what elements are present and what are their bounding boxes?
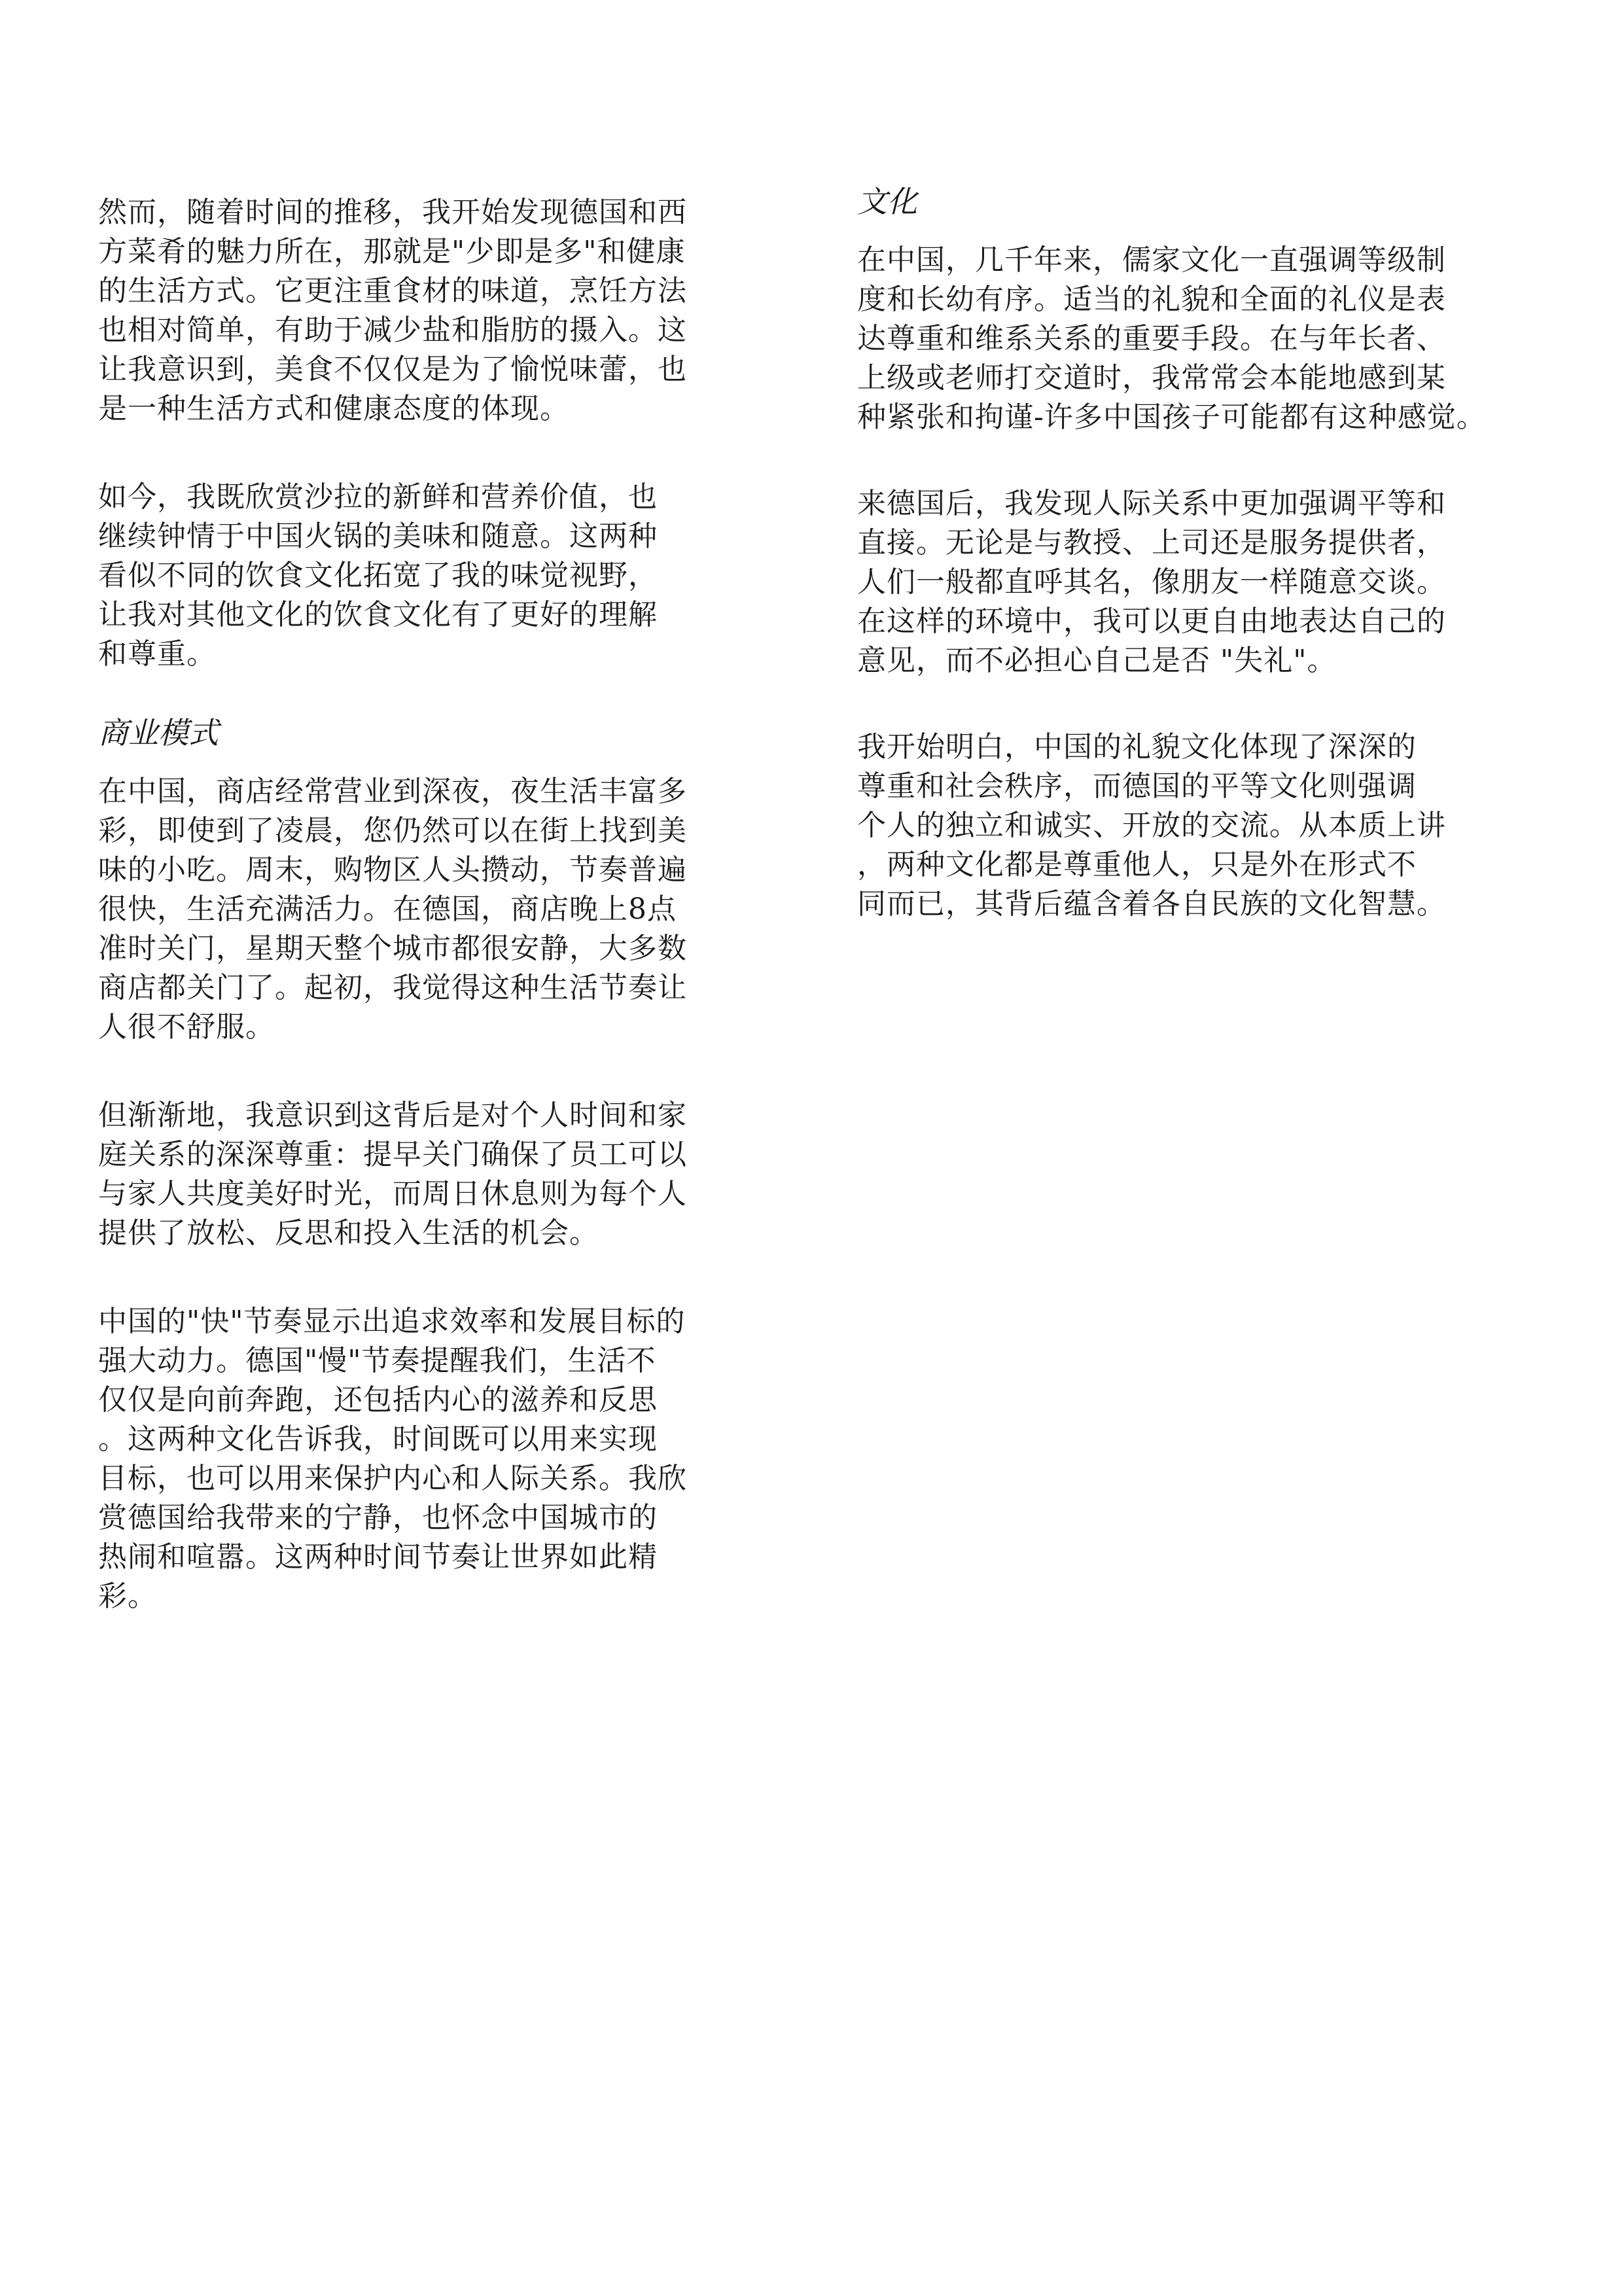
text-line: 方菜肴的魅力所在，那就是"少即是多"和健康 bbox=[98, 235, 686, 268]
text-line: 同而已，其背后蕴含着各自民族的文化智慧。 bbox=[857, 887, 1446, 921]
text-line: 仅仅是向前奔跑，还包括内心的滋养和反思 bbox=[98, 1383, 658, 1417]
text-line: 强大动力。德国"慢"节奏提醒我们，生活不 bbox=[98, 1344, 656, 1377]
text-line: 让我对其他文化的饮食文化有了更好的理解 bbox=[98, 598, 658, 631]
text-line: 如今，我既欣赏沙拉的新鲜和营养价值，也 bbox=[98, 480, 658, 514]
text-line: 看似不同的饮食文化拓宽了我的味觉视野， bbox=[98, 559, 658, 592]
text-line: 度和长幼有序。适当的礼貌和全面的礼仪是表 bbox=[857, 283, 1446, 316]
section-heading-culture: 文化 bbox=[857, 184, 917, 219]
text-line: 但渐渐地，我意识到这背后是对个人时间和家 bbox=[98, 1099, 687, 1132]
text-line: 个人的独立和诚实、开放的交流。从本质上讲 bbox=[857, 809, 1446, 842]
section-heading-business: 商业模式 bbox=[98, 715, 219, 751]
text-line: 彩。 bbox=[98, 1580, 157, 1613]
text-line: 与家人共度美好时光，而周日休息则为每个人 bbox=[98, 1177, 687, 1210]
text-line: 庭关系的深深尊重：提早关门确保了员工可以 bbox=[98, 1138, 687, 1171]
text-line: 热闹和喧嚣。这两种时间节奏让世界如此精 bbox=[98, 1540, 658, 1574]
text-line: 种紧张和拘谨-许多中国孩子可能都有这种感觉。 bbox=[857, 400, 1486, 434]
text-line: 在中国，几千年来，儒家文化一直强调等级制 bbox=[857, 243, 1446, 277]
text-line: 在中国，商店经常营业到深夜，夜生活丰富多 bbox=[98, 775, 687, 808]
text-line: 味的小吃。周末，购物区人头攒动，节奏普遍 bbox=[98, 853, 687, 887]
text-line: 提供了放松、反思和投入生活的机会。 bbox=[98, 1216, 599, 1250]
text-line: ，两种文化都是尊重他人，只是外在形式不 bbox=[857, 848, 1417, 881]
text-line: 我开始明白，中国的礼貌文化体现了深深的 bbox=[857, 730, 1417, 764]
text-line: 准时关门，星期天整个城市都很安静，大多数 bbox=[98, 932, 687, 965]
text-line: 也相对简单，有助于减少盐和脂肪的摄入。这 bbox=[98, 313, 687, 347]
text-line: 目标，也可以用来保护内心和人际关系。我欣 bbox=[98, 1462, 687, 1495]
text-line: 商店都关门了。起初，我觉得这种生活节奏让 bbox=[98, 971, 687, 1004]
text-line: 意见，而不必担心自己是否 "失礼"。 bbox=[857, 644, 1337, 677]
text-line: 和尊重。 bbox=[98, 637, 216, 671]
text-line: 的生活方式。它更注重食材的味道，烹饪方法 bbox=[98, 274, 687, 308]
text-line: 人们一般都直呼其名，像朋友一样随意交谈。 bbox=[857, 565, 1446, 599]
text-line: 继续钟情于中国火锅的美味和随意。这两种 bbox=[98, 520, 658, 553]
text-line: 直接。无论是与教授、上司还是服务提供者， bbox=[857, 526, 1446, 559]
text-line: 赏德国给我带来的宁静，也怀念中国城市的 bbox=[98, 1501, 658, 1534]
text-line: 彩，即使到了凌晨，您仍然可以在街上找到美 bbox=[98, 814, 687, 847]
text-line: 达尊重和维系关系的重要手段。在与年长者、 bbox=[857, 322, 1446, 355]
text-line: 让我意识到，美食不仅仅是为了愉悦味蕾，也 bbox=[98, 353, 687, 386]
text-line: 中国的"快"节奏显示出追求效率和发展目标的 bbox=[98, 1305, 686, 1338]
text-line: 很快，生活充满活力。在德国，商店晚上8点 bbox=[98, 892, 677, 926]
text-line: 人很不舒服。 bbox=[98, 1010, 275, 1044]
text-line: 上级或老师打交道时，我常常会本能地感到某 bbox=[857, 361, 1446, 395]
text-line: 尊重和社会秩序，而德国的平等文化则强调 bbox=[857, 769, 1417, 803]
text-line: 来德国后，我发现人际关系中更加强调平等和 bbox=[857, 487, 1446, 520]
text-line: 是一种生活方式和健康态度的体现。 bbox=[98, 392, 569, 425]
text-line: 然而，随着时间的推移，我开始发现德国和西 bbox=[98, 196, 687, 229]
text-line: 在这样的环境中，我可以更自由地表达自己的 bbox=[857, 605, 1446, 638]
text-line: 。这两种文化告诉我，时间既可以用来实现 bbox=[98, 1422, 658, 1456]
